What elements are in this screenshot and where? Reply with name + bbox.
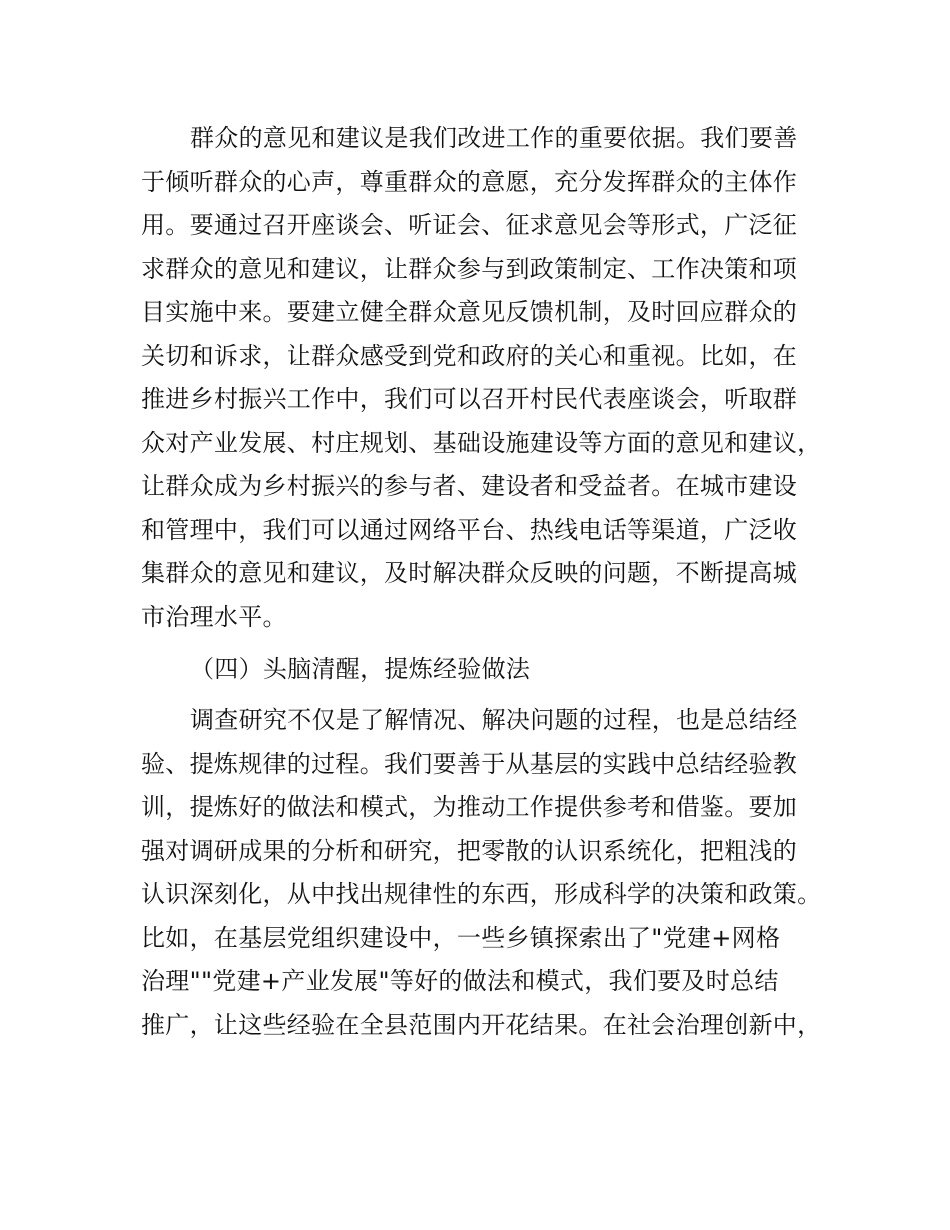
paragraph-1-line-8: 众对产业发展、村庄规划、基础设施建设等方面的意见和建议，	[141, 429, 822, 457]
paragraph-1-line-1: 群众的意见和建议是我们改进工作的重要依据。我们要善	[190, 124, 798, 152]
paragraph-1-line-9: 让群众成为乡村振兴的参与者、建设者和受益者。在城市建设	[141, 472, 798, 500]
paragraph-2-line-5: 认识深刻化，从中找出规律性的东西，形成科学的决策和政策。	[141, 880, 822, 908]
paragraph-2-line-6: 比如，在基层党组织建设中，一些乡镇探索出了"党建+网格	[141, 924, 781, 952]
paragraph-2-line-3: 训，提炼好的做法和模式，为推动工作提供参考和借鉴。要加	[141, 793, 798, 821]
paragraph-1-line-3: 用。要通过召开座谈会、听证会、征求意见会等形式，广泛征	[141, 211, 798, 239]
paragraph-2-line-2: 验、提炼规律的过程。我们要善于从基层的实践中总结经验教	[141, 750, 798, 778]
paragraph-1-line-5: 目实施中来。要建立健全群众意见反馈机制，及时回应群众的	[141, 298, 798, 326]
paragraph-2-line-1: 调查研究不仅是了解情况、解决问题的过程，也是总结经	[190, 706, 798, 734]
paragraph-1-line-11: 集群众的意见和建议，及时解决群众反映的问题，不断提高城	[141, 559, 798, 587]
paragraph-2-line-8: 推广，让这些经验在全县范围内开花结果。在社会治理创新中，	[141, 1011, 822, 1039]
section-heading: （四）头脑清醒，提炼经验做法	[190, 655, 531, 683]
paragraph-1-line-12: 市治理水平。	[141, 603, 287, 631]
paragraph-1-line-10: 和管理中，我们可以通过网络平台、热线电话等渠道，广泛收	[141, 516, 798, 544]
paragraph-2-line-4: 强对调研成果的分析和研究，把零散的认识系统化，把粗浅的	[141, 837, 798, 865]
paragraph-1-line-2: 于倾听群众的心声，尊重群众的意愿，充分发挥群众的主体作	[141, 168, 798, 196]
paragraph-1-line-6: 关切和诉求，让群众感受到党和政府的关心和重视。比如，在	[141, 342, 798, 370]
paragraph-2-line-7: 治理""党建+产业发展"等好的做法和模式，我们要及时总结	[141, 967, 779, 995]
paragraph-1-line-4: 求群众的意见和建议，让群众参与到政策制定、工作决策和项	[141, 255, 798, 283]
paragraph-1-line-7: 推进乡村振兴工作中，我们可以召开村民代表座谈会，听取群	[141, 385, 798, 413]
